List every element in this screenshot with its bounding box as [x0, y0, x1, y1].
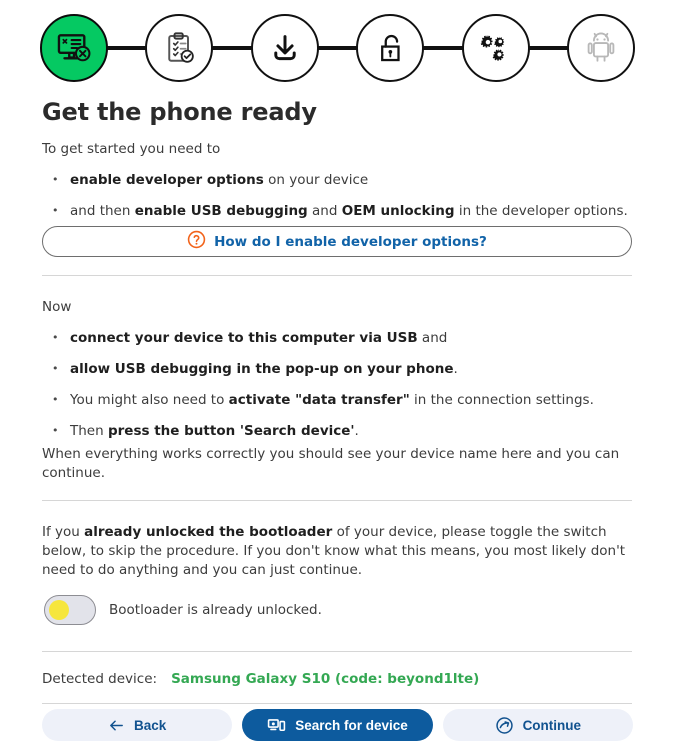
bootloader-note: [42, 523, 632, 580]
bullet-rest: .: [354, 423, 359, 439]
bullet-bold-2: OEM unlocking: [341, 203, 455, 219]
stepper-connector: [422, 46, 463, 50]
how-to-enable-developer-options-button[interactable]: [42, 226, 632, 257]
bullet-pre: Then: [70, 423, 108, 439]
bullet-rest: on your device: [263, 172, 369, 188]
list-item: [42, 171, 632, 190]
intro-bullet-list: [42, 171, 632, 221]
step-gears[interactable]: [462, 14, 530, 82]
bullet-pre: and then: [70, 203, 135, 219]
section-divider: [42, 651, 632, 652]
checklist-icon: [161, 30, 197, 66]
back-button[interactable]: [42, 709, 232, 741]
bootloader-toggle-label: Bootloader is already unlocked.: [109, 602, 322, 618]
bullet-bold: connect your device to this computer via USB: [70, 330, 418, 346]
bootloader-unlocked-toggle[interactable]: [44, 595, 96, 625]
bootloader-note-bold: already unlocked the bootloader: [84, 524, 333, 540]
continue-button-label: Continue: [522, 717, 582, 733]
bullet-rest: in the connection settings.: [409, 392, 594, 408]
question-mark-circle-icon: [187, 230, 206, 253]
continue-button[interactable]: [443, 709, 633, 741]
step-unlock-bootloader[interactable]: [356, 14, 424, 82]
now-title: Now: [42, 299, 72, 315]
bullet-mid: and: [307, 203, 342, 219]
step-android[interactable]: [567, 14, 635, 82]
now-section: [42, 298, 632, 441]
search-for-device-button[interactable]: [242, 709, 432, 741]
list-item: [42, 360, 632, 379]
intro-block: [42, 140, 632, 221]
list-item: [42, 202, 632, 221]
bootloader-toggle-row: [44, 595, 322, 625]
bootloader-note-rest: of your device, please toggle the switch below, to skip the procedure. If you don't know what this means, you most likely don't need to do anything and you can just continue.: [42, 524, 626, 578]
bullet-bold: allow USB debugging in the pop-up on your phone: [70, 361, 454, 377]
bullet-rest: .: [453, 361, 458, 377]
list-item: [42, 391, 632, 410]
bullet-rest: in the developer options.: [454, 203, 628, 219]
computer-setup-icon: [55, 29, 93, 67]
step-download[interactable]: [251, 14, 319, 82]
stepper-connector: [106, 46, 147, 50]
bullet-pre: You might also need to: [70, 392, 229, 408]
search-for-device-button-label: Search for device: [295, 717, 408, 733]
android-robot-icon: [584, 30, 618, 66]
stepper-connector: [528, 46, 569, 50]
section-divider: [42, 275, 632, 276]
arrow-circle-right-icon: [495, 716, 514, 735]
bootloader-note-pre: If you: [42, 524, 85, 540]
devices-icon: [267, 716, 286, 735]
bullet-bold: press the button 'Search device': [107, 423, 355, 439]
after-note: When everything works correctly you should see your device name here and you can continue.: [42, 446, 620, 481]
step-computer-setup[interactable]: [40, 14, 108, 82]
stepper-connector: [211, 46, 252, 50]
bullet-bold: enable developer options: [70, 172, 264, 188]
now-bullet-list: [42, 329, 632, 441]
list-item: [42, 422, 632, 441]
progress-stepper: [40, 8, 635, 88]
footer-button-bar: [42, 709, 633, 741]
bullet-bold: activate "data transfer": [228, 392, 410, 408]
gears-icon: [478, 30, 514, 66]
section-divider: [42, 500, 632, 501]
list-item: [42, 329, 632, 348]
bullet-rest: and: [417, 330, 448, 346]
back-button-label: Back: [134, 717, 167, 733]
detected-device-value: Samsung Galaxy S10 (code: beyond1lte): [171, 671, 480, 687]
arrow-left-icon: [108, 717, 125, 734]
unlock-padlock-icon: [373, 31, 407, 65]
page-title: Get the phone ready: [42, 98, 317, 126]
stepper-connector: [317, 46, 358, 50]
intro-text: To get started you need to: [42, 141, 221, 157]
toggle-knob: [49, 600, 69, 620]
help-button-label: How do I enable developer options?: [214, 233, 487, 250]
bullet-bold: enable USB debugging: [134, 203, 308, 219]
detected-device-row: [42, 671, 479, 687]
footer-divider: [42, 703, 632, 704]
download-icon: [268, 31, 302, 65]
step-checklist[interactable]: [145, 14, 213, 82]
detected-device-label: Detected device:: [42, 671, 158, 687]
